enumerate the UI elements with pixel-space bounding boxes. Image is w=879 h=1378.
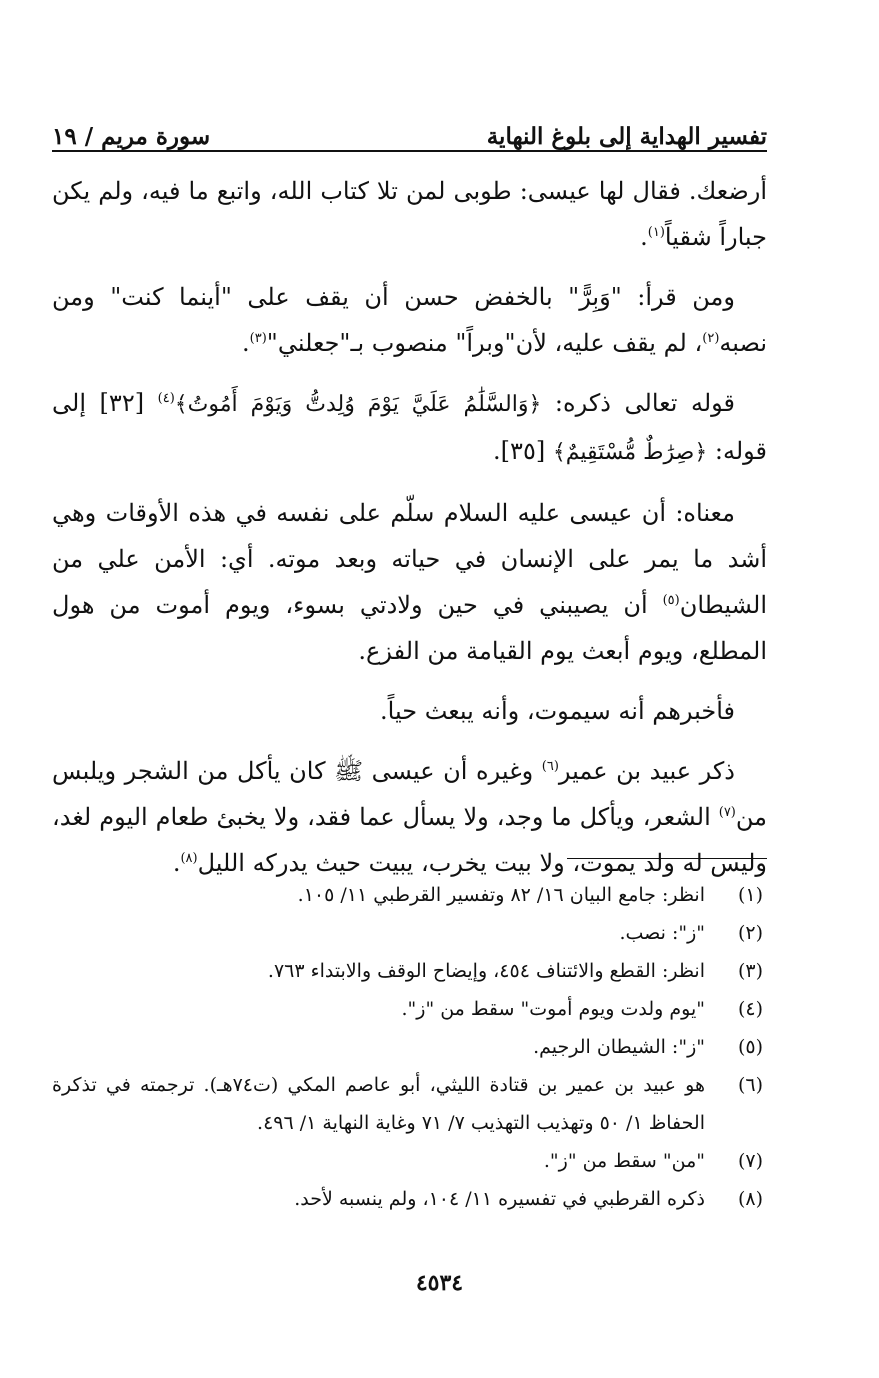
- footnote-text: انظر: جامع البيان ١٦/ ٨٢ وتفسير القرطبي ١١/ ١٠٥.: [297, 884, 705, 906]
- paragraph-6: ذكر عبيد بن عمير$^{(٦)}$ وغيره أن عيسى ﷺ كان يأكل من الشجر ويلبس من$^{(٧)}$ الشعر، ويأكل ما وجد، ولا يسأل عما فقد، ولا يخبئ طعام اليوم لغد، وليس له ولد يموت، ولا بيت يخرب، يبيت حيث يدركه الليل$^{(٨)}$.: [52, 757, 767, 877]
- paragraph-5: فأخبرهم أنه سيموت، وأنه يبعث حياً.: [380, 697, 735, 725]
- footnote-number: (٣): [737, 960, 763, 982]
- footnote-number: (٨): [737, 1188, 763, 1210]
- footnote-number: (٢): [737, 922, 763, 944]
- footnote-text: "ز": نصب.: [619, 922, 705, 944]
- footnote-number: (٧): [737, 1150, 763, 1172]
- paragraph-1: أرضعك. فقال لها عيسى: طوبى لمن تلا كتاب الله، واتبع ما فيه، ولم يكن جباراً شقياً$^{(١)}$.: [52, 177, 767, 251]
- footnote-ref-4: (٤): [157, 391, 175, 406]
- footnote-item: [52, 1142, 767, 1180]
- quran-verse-1: ﴿وَالسَّلَٰمُ عَلَيَّ يَوْمَ وُلِدتُّ وَيَوْمَ أَمُوتُ﴾: [174, 392, 542, 417]
- footnote-number: (١): [737, 884, 763, 906]
- footnote-item: [52, 1180, 767, 1218]
- footnote-ref-5: (٥): [662, 593, 680, 608]
- footnote-ref-8: (٨): [180, 851, 198, 866]
- main-text: [52, 168, 767, 900]
- footnote-ref-6: (٦): [541, 759, 559, 774]
- footnote-text: هو عبيد بن عمير بن قتادة الليثي، أبو عاصم المكي (ت٧٤هـ). ترجمته في تذكرة الحفاظ ١/ ٥٠ وتهذيب التهذيب ٧/ ٧١ وغاية النهاية ١/ ٤٩٦.: [52, 1074, 705, 1134]
- footnote-item: [52, 1066, 767, 1142]
- footnote-number: (٦): [737, 1074, 763, 1096]
- footnote-number: (٥): [737, 1036, 763, 1058]
- paragraph-4: معناه: أن عيسى عليه السلام سلّم على نفسه في هذه الأوقات وهي أشد ما يمر على الإنسان في حياته وبعد موته. أي: الأمن علي من الشيطان$^{(٥)}$ أن يصيبني في حين ولادتي بسوء، ويوم أموت من هول المطلع، ويوم أبعث يوم القيامة من الفزع.: [52, 499, 767, 665]
- book-title: تفسير الهداية إلى بلوغ النهاية: [486, 123, 767, 150]
- footnote-text: انظر: القطع والائتناف ٤٥٤، وإيضاح الوقف والابتداء ٧٦٣.: [267, 960, 705, 982]
- footnote-text: ذكره القرطبي في تفسيره ١١/ ١٠٤، ولم ينسبه لأحد.: [294, 1188, 705, 1210]
- footnote-item: [52, 914, 767, 952]
- paragraph-3: قوله تعالى ذكره: ﴿وَالسَّلَٰمُ عَلَيَّ يَوْمَ وُلِدتُّ وَيَوْمَ أَمُوتُ﴾$^{(٤)}$ [٣٢] إلى قوله: ﴿صِرَٰطٌ مُّسْتَقِيمٌ﴾ [٣٥].: [52, 389, 767, 465]
- footnote-ref-2: (٢): [702, 331, 720, 346]
- footnote-divider: [567, 858, 767, 859]
- quran-verse-2: ﴿صِرَٰطٌ مُّسْتَقِيمٌ﴾: [552, 440, 708, 465]
- header-divider: [52, 150, 767, 152]
- footnotes: [52, 876, 767, 1218]
- footnote-ref-1: (١): [647, 225, 665, 240]
- paragraph-2: ومن قرأ: "وَبِرًّ" بالخفض حسن أن يقف على "أينما كنت" ومن نصبه$^{(٢)}$، لم يقف عليه، لأن"وبراً" منصوب بـ"جعلني"$^{(٣)}$.: [52, 283, 767, 357]
- footnote-text: "ز": الشيطان الرجيم.: [533, 1036, 705, 1058]
- footnote-item: [52, 1028, 767, 1066]
- footnote-ref-3: (٣): [249, 331, 267, 346]
- footnote-ref-7: (٧): [718, 805, 736, 820]
- footnote-text: "يوم ولدت ويوم أموت" سقط من "ز".: [401, 998, 705, 1020]
- footnote-item: [52, 952, 767, 990]
- surah-label: سورة مريم / ١٩: [52, 123, 211, 150]
- footnote-text: "من" سقط من "ز".: [543, 1150, 705, 1172]
- footnote-item: [52, 990, 767, 1028]
- page-number: ٤٥٣٤: [415, 1270, 464, 1296]
- footnote-number: (٤): [737, 998, 763, 1020]
- running-header: [52, 110, 767, 150]
- footnote-item: [52, 876, 767, 914]
